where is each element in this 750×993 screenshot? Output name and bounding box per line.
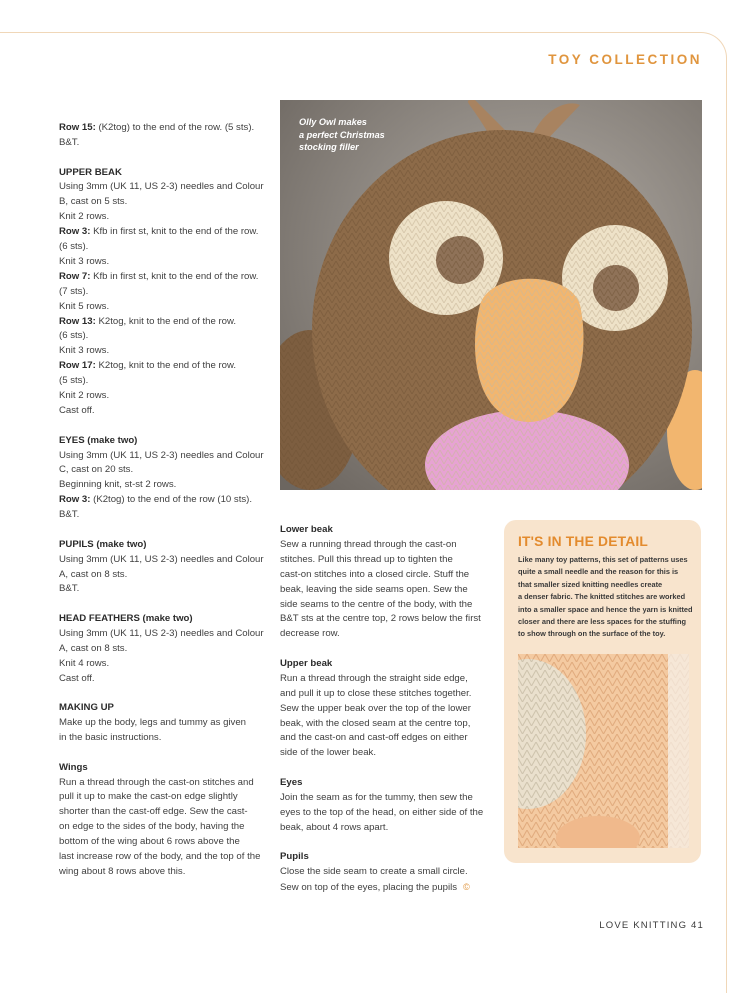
series-title: TOY COLLECTION [548, 52, 702, 67]
instruction-text: Using 3mm (UK 11, US 2-3) needles and Colour [59, 181, 264, 193]
detail-title: IT'S IN THE DETAIL [518, 534, 649, 549]
page-footer: LOVE KNITTING 41 [599, 920, 704, 931]
instruction-line [59, 270, 264, 285]
pattern-section [59, 701, 264, 746]
pattern-section [280, 523, 485, 642]
instruction-text: B&T. [59, 136, 80, 148]
instruction-line [59, 285, 264, 300]
instruction-line [59, 389, 264, 404]
instruction-line [59, 136, 264, 151]
instruction-line [59, 672, 264, 687]
instruction-text: (6 sts). [59, 241, 89, 253]
instruction-text: and the cast-on and cast-off edges on either [280, 732, 468, 744]
pattern-section [59, 538, 264, 598]
instruction-line [280, 538, 485, 553]
instruction-line [280, 672, 485, 687]
instruction-line [59, 776, 264, 791]
instruction-line [59, 300, 264, 315]
instruction-text: B, cast on 5 sts. [59, 196, 128, 208]
instruction-line [59, 850, 264, 865]
instruction-text: Cast off. [59, 405, 95, 416]
pattern-section [59, 434, 264, 523]
detail-line: Like many toy patterns, this set of patterns uses [518, 555, 688, 564]
pattern-section [280, 850, 485, 896]
instruction-text: Beginning knit, st-st 2 rows. [59, 479, 177, 491]
section-heading: Eyes [280, 776, 303, 788]
instruction-line [59, 805, 264, 820]
instruction-line [280, 806, 485, 821]
instruction-line [59, 657, 264, 672]
instruction-text: Close the side seam to create a small circle. [280, 866, 468, 878]
pattern-section [280, 657, 485, 761]
detail-line: quite a small needle and the reason for this is [518, 567, 679, 577]
detail-line: closer and there are less spaces for the stuffing [518, 617, 686, 627]
instruction-line [280, 583, 485, 598]
instruction-line [59, 240, 264, 255]
instruction-line [280, 746, 485, 761]
instruction-line [59, 255, 264, 270]
instruction-line [59, 790, 264, 805]
detail-text [518, 554, 696, 641]
instruction-text: Run a thread through the cast-on stitches and [59, 776, 254, 788]
instruction-line [59, 315, 264, 330]
instruction-line [280, 598, 485, 613]
instruction-line [59, 865, 264, 880]
instruction-line [59, 731, 264, 746]
instruction-text: wing about 8 rows above this. [59, 866, 186, 877]
instruction-text: Knit 5 rows. [59, 300, 110, 312]
owl-illustration [280, 100, 702, 490]
instruction-text: (K2tog) to the end of the row. (5 sts). [95, 122, 255, 133]
instruction-line [280, 880, 485, 896]
instruction-line [59, 344, 264, 359]
detail-line: to show through on the surface of the toy. [518, 629, 666, 639]
instruction-line [280, 821, 485, 836]
instruction-text: decrease row. [280, 628, 340, 640]
instruction-text: Knit 3 rows. [59, 255, 110, 267]
instruction-line [59, 642, 264, 657]
pattern-section [59, 761, 264, 880]
instruction-line [59, 553, 264, 568]
detail-line: a denser fabric. The knitted stitches are worked [518, 592, 686, 602]
instruction-text: Sew a running thread through the cast-on [280, 538, 457, 550]
instruction-text: stitches. Pull this thread up to tighten the [280, 553, 453, 565]
instruction-text: shorter than the cast-off edge. Sew the cast- [59, 806, 248, 818]
right-column [280, 523, 485, 911]
row-label: Row 3: [59, 494, 91, 506]
instruction-line [59, 716, 264, 731]
instruction-line [59, 404, 264, 419]
pattern-section [59, 612, 264, 687]
detail-photo [518, 654, 689, 848]
instruction-line [280, 731, 485, 746]
instruction-line [59, 568, 264, 583]
instruction-text: Kfb in first st, knit to the end of the row. [90, 226, 259, 238]
row-label: Row 17: [59, 360, 96, 372]
instruction-line [59, 374, 264, 389]
instruction-line [59, 478, 264, 493]
instruction-text: Knit 4 rows. [59, 657, 110, 669]
left-column [59, 121, 264, 895]
row-label: Row 7: [59, 270, 91, 282]
row-label: Row 13: [59, 315, 96, 327]
instruction-text: beak, with the closed seam at the centre top, [280, 717, 471, 729]
instruction-text: B&T. [59, 509, 80, 521]
instruction-line [59, 225, 264, 240]
instruction-text: beak, leaving the side seams open. Sew the [280, 583, 468, 595]
instruction-line [280, 568, 485, 583]
detail-knit-closeup [518, 654, 689, 848]
instruction-text: last increase row of the body, and the top of the [59, 851, 261, 863]
instruction-text: Cast off. [59, 672, 95, 684]
instruction-line [59, 359, 264, 374]
instruction-line [280, 717, 485, 732]
instruction-text: side of the lower beak. [280, 747, 376, 759]
instruction-text: in the basic instructions. [59, 732, 162, 744]
detail-line: that smaller sized knitting needles create [518, 579, 663, 589]
instruction-line [59, 180, 264, 195]
owl-photo [280, 100, 702, 490]
pattern-section [59, 166, 264, 419]
instruction-text: Knit 2 rows. [59, 211, 110, 223]
instruction-text: Using 3mm (UK 11, US 2-3) needles and Colour [59, 449, 264, 461]
instruction-text: on edge to the sides of the body, having the [59, 821, 245, 833]
instruction-line [59, 329, 264, 344]
instruction-text: B&T. [59, 583, 80, 595]
instruction-line [280, 553, 485, 568]
caption-line: a perfect Christmas [299, 129, 385, 140]
instruction-text: Make up the body, legs and tummy as given [59, 717, 247, 729]
instruction-line [280, 687, 485, 702]
instruction-text: C, cast on 20 sts. [59, 464, 134, 476]
instruction-text: K2tog, knit to the end of the row. [95, 360, 237, 372]
instruction-line [59, 508, 264, 523]
section-heading: Upper beak [280, 657, 333, 669]
instruction-text: K2tog, knit to the end of the row. [95, 315, 237, 327]
instruction-text: Knit 3 rows. [59, 345, 110, 357]
instruction-text: side seams to the centre of the body, with the [280, 598, 473, 610]
instruction-text: Using 3mm (UK 11, US 2-3) needles and Colour [59, 627, 264, 639]
caption-line: Olly Owl makes [299, 117, 367, 127]
instruction-line [59, 195, 264, 210]
instruction-text: Sew on top of the eyes, placing the pupils [280, 882, 458, 894]
instruction-line [59, 820, 264, 835]
instruction-text: A, cast on 8 sts. [59, 568, 128, 580]
pattern-section [59, 121, 264, 151]
section-heading: UPPER BEAK [59, 166, 122, 178]
instruction-line [59, 627, 264, 642]
instruction-line [59, 835, 264, 850]
row-label: Row 3: [59, 226, 91, 238]
section-heading: Lower beak [280, 524, 333, 535]
instruction-line [280, 865, 485, 880]
instruction-text: Sew the upper beak over the top of the lower [280, 702, 471, 714]
instruction-text: Kfb in first st, knit to the end of the row. [90, 270, 259, 282]
instruction-text: Knit 2 rows. [59, 390, 110, 402]
instruction-text: A, cast on 8 sts. [59, 642, 128, 654]
instruction-text: Run a thread through the straight side edge, [280, 672, 468, 684]
instruction-text: eyes to the top of the head, on either side of the [280, 806, 484, 818]
instruction-line [59, 121, 264, 136]
instruction-line [59, 493, 264, 508]
instruction-line [59, 582, 264, 597]
instruction-text: cast-on stitches into a closed circle. Stuff the [280, 568, 470, 580]
detail-box [504, 520, 701, 863]
row-label: Row 15: [59, 122, 96, 133]
photo-caption [299, 116, 419, 154]
section-heading: Pupils [280, 851, 309, 863]
section-heading: PUPILS (make two) [59, 538, 147, 550]
end-of-article-mark: © [463, 882, 470, 893]
instruction-text: B&T sts at the centre top, 2 rows below the first [280, 613, 481, 625]
section-heading: MAKING UP [59, 702, 114, 714]
instruction-text: Using 3mm (UK 11, US 2-3) needles and Colour [59, 553, 264, 565]
instruction-line [280, 791, 485, 806]
instruction-line [59, 210, 264, 225]
instruction-line [280, 627, 485, 642]
instruction-line [280, 612, 485, 627]
instruction-line [59, 463, 264, 478]
instruction-text: beak, about 4 rows apart. [280, 821, 389, 833]
instruction-text: pull it up to make the cast-on edge slightly [59, 791, 238, 803]
instruction-text: (K2tog) to the end of the row (10 sts). [90, 494, 253, 506]
instruction-line [280, 702, 485, 717]
instruction-line [59, 449, 264, 464]
instruction-text: (6 sts). [59, 330, 89, 342]
instruction-text: (7 sts). [59, 285, 89, 297]
section-heading: Wings [59, 761, 88, 773]
instruction-text: and pull it up to close these stitches together. [280, 687, 472, 699]
instruction-text: bottom of the wing about 6 rows above the [59, 836, 240, 848]
caption-line: stocking filler [299, 142, 359, 153]
section-heading: HEAD FEATHERS (make two) [59, 613, 193, 625]
detail-line: into a smaller space and hence the yarn is knitted [518, 604, 693, 614]
instruction-text: Join the seam as for the tummy, then sew the [280, 791, 473, 803]
section-heading: EYES (make two) [59, 434, 138, 446]
pattern-section [280, 776, 485, 836]
instruction-text: (5 sts). [59, 375, 89, 387]
